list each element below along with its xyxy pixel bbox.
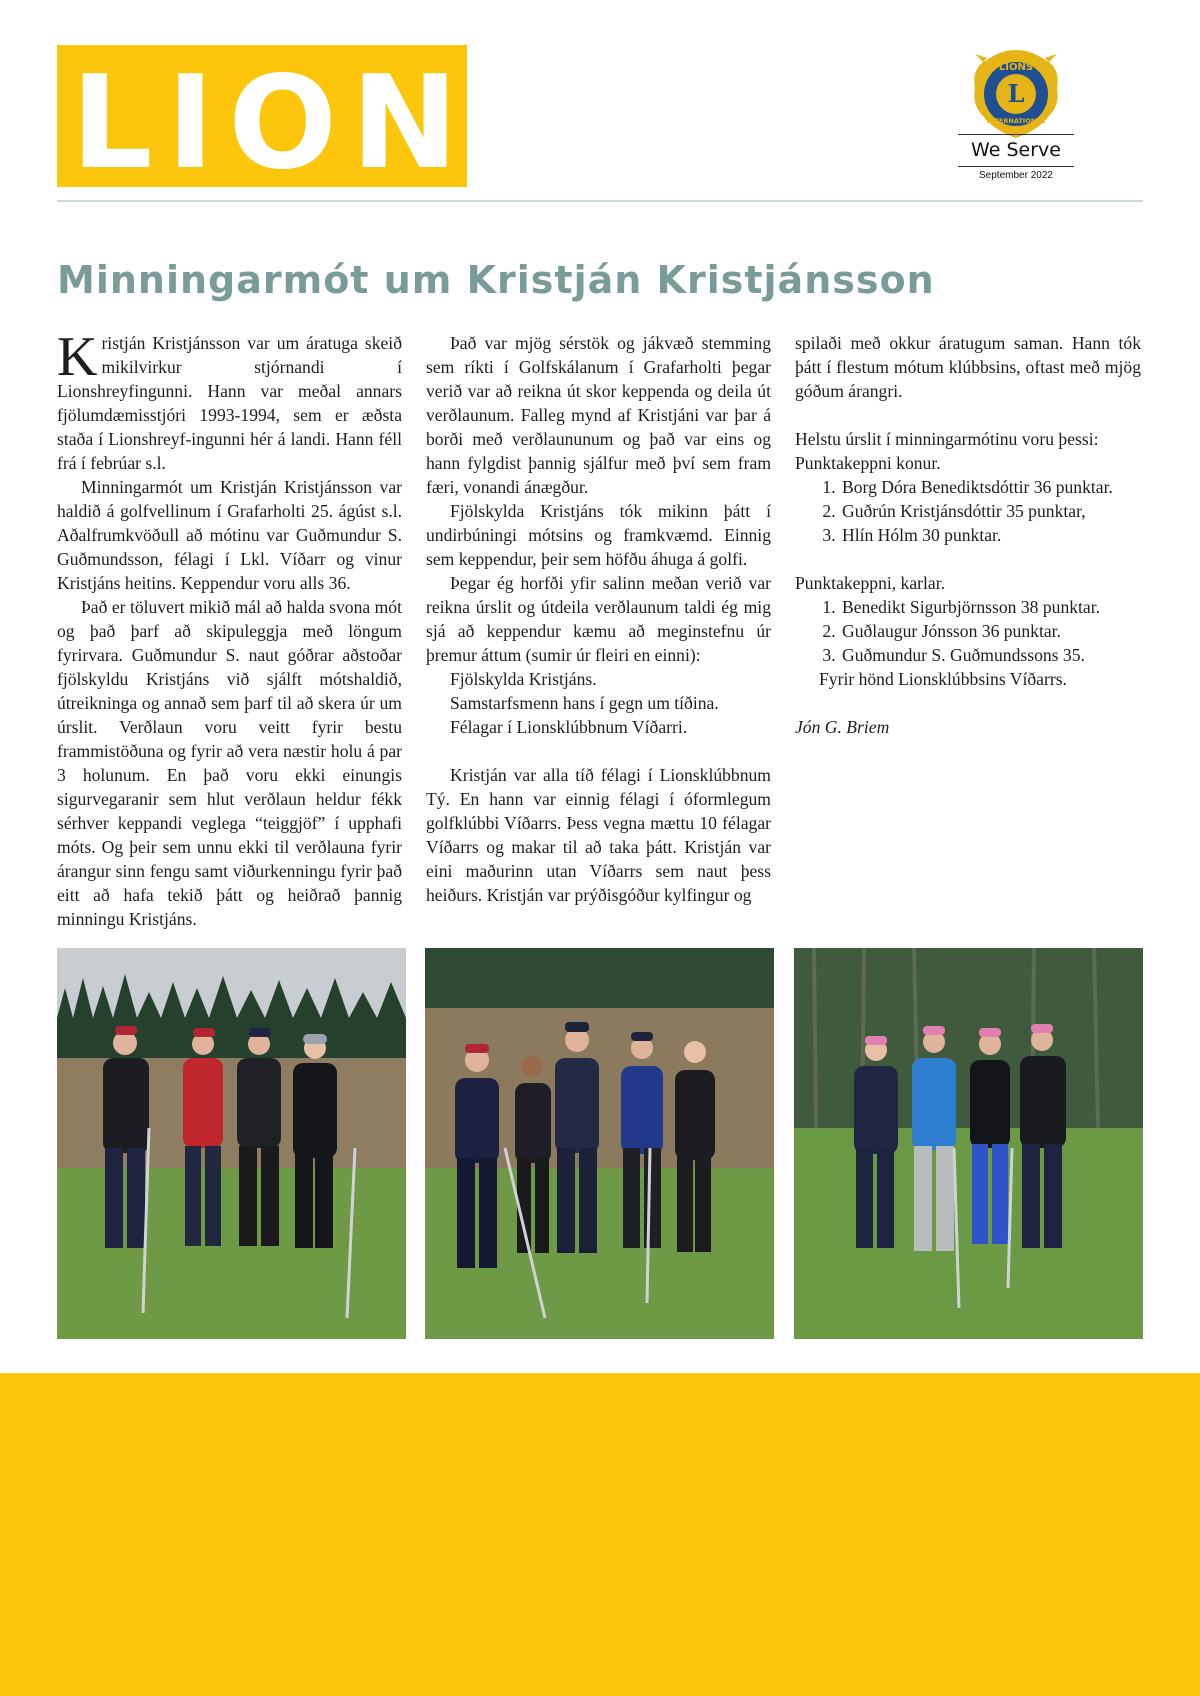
golf-photo-3 [794,948,1143,1339]
article-paragraph: Kristján var alla tíð félagi í Lionsklúbbnum Tý. En hann var einnig félagi í óformlegum golfklúbbi Víðarrs. Þess vegna mættu 10 félagar Víðarrs og makar til að taka þátt. Kristján var eini maðurinn utan Víðarrs sem naut þess heiðurs. Kristján var prýðisgóður kylfingur og [426,765,771,905]
issue-date: September 2022 [979,170,1053,181]
article-column-1 [57,326,402,931]
list-item: 3. Hlín Hólm 30 punktar. [840,523,1141,547]
lions-emblem-icon [969,48,1063,140]
golf-photo-2 [425,948,774,1339]
article-headline: Minningarmót um Kristján Kristjánsson [57,258,935,302]
article-paragraph: Minningarmót um Kristján Kristjánsson var haldið á golfvellinum í Grafarholti 25. ágúst s.l. Aðalfrumkvöðull að mótinu var Guðmundur S. Guðmundsson, félagi í Lkl. Víðarr og vinur Kristjáns heitins. Keppendur voru alls 36. [57,477,402,593]
list-item: 1. Borg Dóra Benediktsdóttir 36 punktar. [840,475,1141,499]
list-line: Samstarfsmenn hans í gegn um tíðina. [450,693,719,713]
article-paragraph: Það var mjög sérstök og jákvæð stemming sem ríkti í Golfskálanum í Grafarholti þegar verið var að reikna út skor keppenda og deila út verðlaunum. Falleg mynd af Kristjáni var þar á borði með verðlaununum og það var eins og hann fylgdist þannig sjálfur með því sem fram færi, vonandi ánægður. [426,333,771,497]
list-line: Félagar í Lionsklúbbnum Víðarri. [450,717,688,737]
article-paragraph: Þegar ég horfði yfir salinn meðan verið var reikna úrslit og útdeila verðlaunum taldi ég mig sjá að keppendur kæmu að meginstefnu úr þremur áttum (sumir úr fleiri en einni): [426,573,771,665]
author-signature: Jón G. Briem [795,717,890,737]
logo-rule-top [958,134,1074,135]
article-paragraph: spilaði með okkur áratugum saman. Hann tók þátt í flestum mótum klúbbsins, oftast með mjög góðum árangri. [795,333,1141,401]
list-line: Fjölskylda Kristjáns. [450,669,597,689]
list-item: 2. Guðrún Kristjánsdóttir 35 punktar, [840,499,1141,523]
results-men-heading: Punktakeppni, karlar. [795,573,946,593]
logo-ring-bottom: INTERNATIONAL [986,117,1046,125]
list-item: 3. Guðmundur S. Guðmundssons 35. [840,643,1141,667]
results-women-heading: Punktakeppni konur. [795,453,941,473]
masthead-title: LION [71,49,473,198]
results-women-list [795,475,1141,547]
article-column-3 [795,331,1141,739]
footer-band [0,1373,1200,1696]
article-paragraph: Fjölskylda Kristjáns tók mikinn þátt í undirbúningi mótsins og framkvæmd. Einnig sem keppendur, þeir sem höfðu áhuga á golfi. [426,501,771,569]
list-item: 1. Benedikt Sigurbjörnsson 38 punktar. [840,595,1141,619]
results-intro: Helstu úrslit í minningarmótinu voru þessi: [795,429,1099,449]
article-paragraph: Það er töluvert mikið mál að halda svona mót og það þarf að skipuleggja með löngum fyrirvara. Guðmundur S. naut góðrar aðstoðar fjölskyldu Kristjáns við sjálft mótshaldið, útreikninga og annað sem þarf til að skera úr um úrslit. Verðlaun voru veitt fyrir bestu frammistöðuna og fyrir að vera næstir holu á par 3 holunum. En það voru ekki einungis sigurvegaranir sem hlut verðlaun heldur fékk sérhver keppandi veglega “teiggjöf” í upphafi móts. Og þeir sem unnu ekki til verðlauna fyrir árangur sinn fengu samt viðurkenningu fyrir það eitt að hafa tekið þátt og heiðrað þannig minningu Kristjáns. [57,597,402,929]
drop-cap: K [57,326,98,388]
logo-letter: L [1007,79,1025,108]
list-item: 2. Guðlaugur Jónsson 36 punktar. [840,619,1141,643]
logo-ring-top: LIONS [998,62,1034,73]
logo-motto: We Serve [971,139,1061,161]
logo-rule-bottom [958,166,1074,167]
lions-logo [958,48,1074,188]
masthead-banner [57,45,473,198]
on-behalf-line: Fyrir hönd Lionsklúbbsins Víðarrs. [819,669,1067,689]
article-column-2 [426,331,771,907]
results-men-list [795,595,1141,667]
golf-photo-1 [57,948,406,1339]
article-paragraph: Kristján Kristjánsson var um áratuga skeið mikilvirkur stjórnandi í Lionshreyfingunni. Hann var meðal annars fjölumdæmisstjóri 1993-1994, sem er æðsta staða í Lionshreyf-ingunni hér á landi. Hann féll frá í febrúar s.l. [57,326,402,473]
header-divider [57,200,1143,202]
